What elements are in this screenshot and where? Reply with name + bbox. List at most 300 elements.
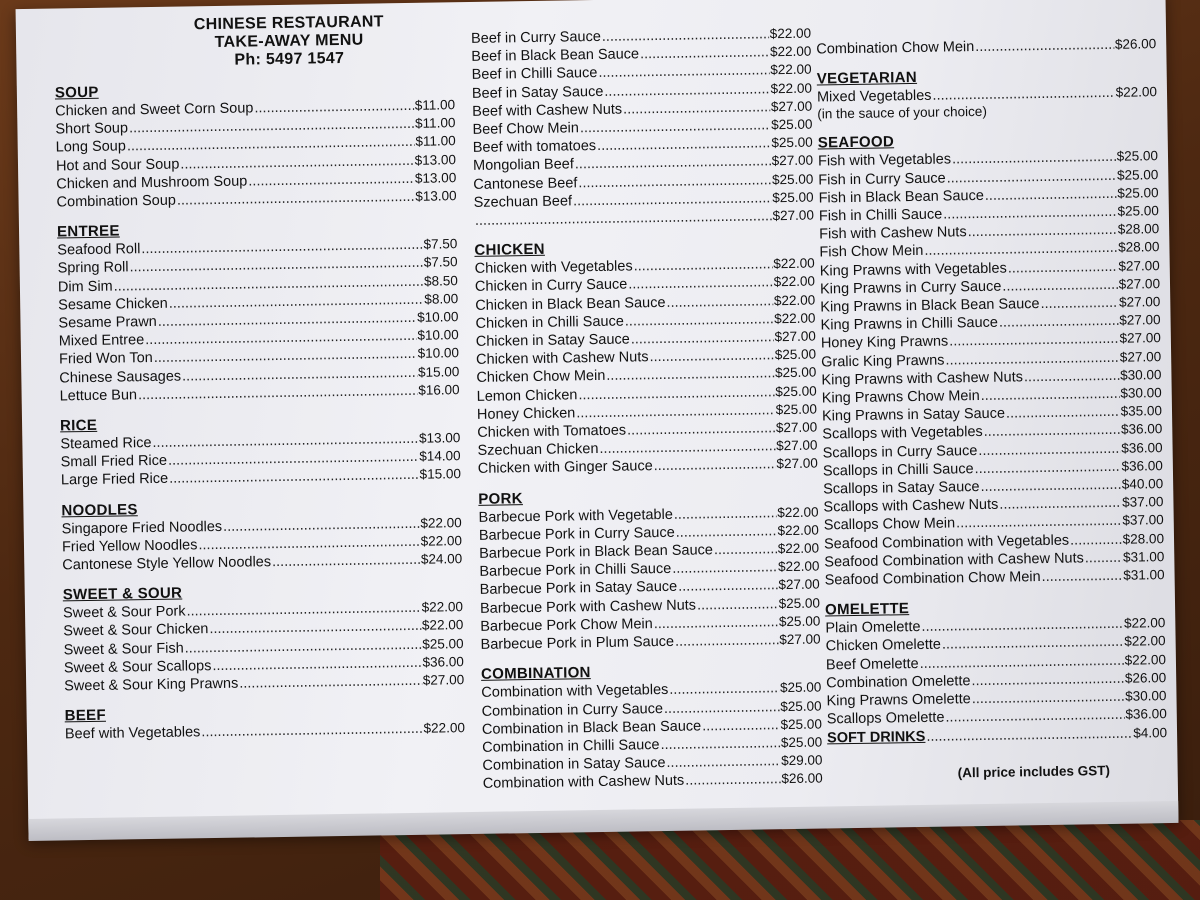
leader-dots	[675, 632, 779, 651]
leader-dots	[606, 366, 774, 386]
item-price: $25.00	[422, 635, 464, 652]
menu-item-list	[475, 255, 818, 479]
leader-dots	[634, 256, 773, 275]
item-name: Sesame Prawn	[58, 313, 157, 332]
right-sections	[816, 35, 1167, 747]
item-name: Sweet & Sour Scallops	[63, 657, 212, 677]
item-price: $25.00	[775, 401, 818, 418]
item-price: $22.00	[769, 43, 812, 60]
item-price: $25.00	[771, 134, 813, 151]
leader-dots	[984, 422, 1121, 441]
item-name: Combination Omelette	[826, 673, 971, 692]
leader-dots	[999, 495, 1121, 514]
leader-dots	[580, 117, 771, 137]
leader-dots	[1070, 531, 1122, 549]
menu-section	[63, 580, 465, 695]
leader-dots	[654, 614, 778, 633]
menu-column-middle	[471, 25, 823, 794]
item-name: Chicken Chow Mein	[476, 368, 606, 387]
leader-dots	[968, 222, 1117, 242]
item-price: $27.00	[776, 437, 818, 454]
leader-dots	[920, 652, 1124, 672]
item-price: $27.00	[771, 152, 814, 169]
item-name: Combination in Chilli Sauce	[482, 736, 660, 756]
item-price: $40.00	[1121, 476, 1164, 492]
item-price: $16.00	[418, 382, 460, 398]
menu-section	[825, 596, 1167, 747]
item-name: Combination with Cashew Nuts	[482, 772, 685, 793]
leader-dots	[598, 63, 769, 83]
item-price: $22.00	[777, 558, 820, 575]
item-price: $24.00	[420, 551, 463, 567]
leader-dots	[972, 689, 1125, 709]
leader-dots	[169, 467, 419, 488]
item-name: Mixed Entree	[58, 332, 145, 350]
item-price: $30.00	[1120, 385, 1162, 401]
item-price: $22.00	[1115, 84, 1158, 101]
leader-dots	[654, 457, 776, 476]
item-price: $22.00	[773, 273, 816, 290]
menu-item-list	[60, 429, 461, 490]
item-price: $28.00	[1117, 221, 1160, 238]
item-name: Chicken in Chilli Sauce	[475, 313, 624, 332]
item-name: Mongolian Beef	[472, 156, 574, 175]
menu-section	[55, 78, 457, 211]
menu-item-list	[57, 235, 460, 405]
item-name: Szechuan Beef	[473, 193, 573, 211]
item-price: $27.00	[1118, 294, 1161, 310]
leader-dots	[943, 204, 1117, 224]
leader-dots	[223, 515, 420, 535]
section-title: ENTREE	[56, 222, 120, 241]
item-name: Barbecue Pork in Chilli Sauce	[479, 561, 672, 581]
item-price: $25.00	[1116, 166, 1159, 183]
leader-dots	[272, 552, 420, 572]
leader-dots	[945, 349, 1119, 369]
item-name: Sweet & Sour Fish	[63, 640, 184, 659]
leader-dots	[1002, 277, 1118, 296]
leader-dots	[676, 523, 777, 542]
item-name: Scallops in Satay Sauce	[823, 479, 980, 498]
item-name: Beef in Satay Sauce	[471, 83, 604, 102]
item-price: $30.00	[1125, 688, 1167, 704]
item-name: Chicken and Sweet Corn Soup	[55, 100, 254, 120]
item-name: Combination in Satay Sauce	[482, 755, 666, 774]
item-name: Lemon Chicken	[476, 386, 578, 405]
item-name: King Prawns in Curry Sauce	[819, 278, 1002, 298]
leader-dots	[628, 275, 773, 294]
item-price: $25.00	[1116, 148, 1159, 165]
item-name: Chicken with Cashew Nuts	[475, 349, 649, 369]
item-name: Fried Yellow Noodles	[61, 537, 198, 556]
item-name: Chicken with Ginger Sauce	[477, 458, 653, 478]
item-price: $28.00	[1122, 530, 1165, 547]
leader-dots	[177, 189, 415, 210]
item-price: $36.00	[1121, 439, 1163, 456]
item-price: $36.00	[422, 653, 464, 670]
item-price: $22.00	[774, 310, 816, 327]
leader-dots	[198, 534, 420, 555]
item-name: Barbecue Pork in Plum Sauce	[480, 633, 675, 653]
item-name: Cantonese Style Yellow Noodles	[62, 554, 272, 574]
item-name: Fish in Curry Sauce	[818, 170, 946, 189]
item-price: $25.00	[775, 383, 817, 399]
menu-column-left	[54, 12, 465, 744]
leader-dots	[714, 541, 777, 559]
leader-dots	[666, 293, 773, 312]
leader-dots	[254, 98, 414, 118]
item-name: Seafood Roll	[57, 241, 141, 259]
leader-dots	[575, 154, 771, 174]
item-name: King Prawns in Black Bean Sauce	[820, 296, 1040, 316]
item-price: $25.00	[771, 116, 813, 133]
menu-item-list	[62, 514, 463, 575]
item-name: Combination Chow Mein	[816, 39, 975, 58]
item-price: $22.00	[777, 504, 819, 520]
item-price: $25.00	[1117, 203, 1159, 219]
leader-dots	[623, 99, 770, 119]
item-name: Scallops Omelette	[826, 709, 945, 728]
leader-dots	[649, 347, 773, 366]
leader-dots	[971, 671, 1124, 691]
leader-dots	[678, 578, 777, 597]
item-name: Chicken in Curry Sauce	[474, 276, 628, 296]
item-name: Fish Chow Mein	[819, 243, 924, 261]
menu-header	[159, 13, 420, 71]
item-name: Beef in Chilli Sauce	[471, 65, 598, 84]
leader-dots	[674, 505, 777, 524]
leader-dots	[1040, 295, 1118, 313]
item-price: $27.00	[774, 328, 816, 345]
item-name: Gralic King Prawns	[821, 352, 945, 371]
menu-title: TAKE-AWAY MENU	[214, 31, 364, 51]
item-name: Scallops with Cashew Nuts	[823, 496, 999, 516]
item-price: $22.00	[777, 540, 820, 557]
item-price: $27.00	[1119, 330, 1161, 347]
item-name: Beef Omelette	[825, 655, 919, 674]
item-price: $25.00	[779, 679, 822, 696]
item-name: Small Fried Rice	[60, 453, 168, 471]
leader-dots	[697, 596, 778, 614]
item-price: $22.00	[420, 532, 463, 549]
item-price: $11.00	[414, 115, 456, 132]
item-price: $25.00	[778, 613, 821, 630]
item-price: $27.00	[779, 631, 821, 648]
leader-dots	[985, 186, 1117, 205]
item-name: Beef Chow Mein	[472, 120, 580, 138]
item-price: $31.00	[1122, 548, 1165, 565]
leader-dots	[672, 559, 777, 578]
item-name: Chicken with Vegetables	[474, 258, 633, 278]
item-price: $36.00	[1125, 706, 1167, 723]
menu-section	[474, 237, 818, 479]
menu-item-list	[55, 96, 457, 211]
item-name: Scallops in Chilli Sauce	[822, 460, 974, 480]
leader-dots	[1085, 550, 1122, 568]
menu-sheet	[16, 0, 1179, 839]
menu-section	[817, 65, 1158, 123]
leader-dots	[602, 26, 769, 46]
item-name: Fish with Cashew Nuts	[819, 224, 967, 243]
leader-dots	[669, 680, 779, 699]
leader-dots	[627, 420, 775, 440]
leader-dots	[666, 753, 780, 772]
leader-dots	[1008, 258, 1118, 277]
item-name: Barbecue Pork with Cashew Nuts	[479, 597, 697, 617]
item-price: $11.00	[415, 133, 456, 150]
item-name: SOFT DRINKS	[826, 728, 926, 746]
item-price: $22.00	[770, 61, 812, 78]
menu-column-right	[816, 35, 1168, 782]
item-name: Seafood Combination Chow Mein	[824, 569, 1041, 589]
leader-dots	[702, 717, 780, 735]
section-title: VEGETARIAN	[816, 69, 918, 88]
item-name: Chicken in Black Bean Sauce	[475, 294, 666, 314]
item-price: $15.00	[419, 466, 462, 483]
leader-dots	[685, 771, 780, 790]
item-price: $27.00	[778, 577, 820, 593]
item-name: Chicken Omelette	[825, 637, 942, 655]
item-price: $27.00	[1119, 312, 1161, 329]
menu-item-list	[471, 25, 814, 231]
leader-dots	[924, 240, 1117, 260]
leader-dots	[201, 721, 423, 742]
item-name: Long Soup	[55, 138, 127, 156]
section-title: PORK	[478, 489, 523, 508]
item-name: Steamed Rice	[60, 435, 152, 453]
item-price: $27.00	[772, 207, 815, 224]
item-name: Singapore Fried Noodles	[61, 518, 223, 538]
item-name: Chicken with Tomatoes	[477, 422, 627, 441]
item-name: Beef with tomatoes	[472, 138, 597, 157]
item-price: $22.00	[1123, 615, 1166, 632]
section-note: (in the sauce of your choice)	[817, 104, 987, 122]
item-price: $22.00	[420, 514, 462, 531]
item-price: $27.00	[422, 672, 465, 688]
item-name: King Prawns Omelette	[826, 691, 971, 710]
item-price: $22.00	[773, 255, 815, 272]
item-name: Combination in Black Bean Sauce	[481, 718, 702, 738]
item-price: $27.00	[776, 456, 818, 472]
item-name: Sweet & Sour King Prawns	[64, 675, 239, 695]
item-name: Fish with Vegetables	[817, 151, 952, 170]
menu-section	[60, 411, 461, 490]
section-title: RICE	[59, 416, 98, 435]
item-name: Beef in Black Bean Sauce	[471, 46, 640, 66]
item-name: Dim Sim	[57, 278, 113, 296]
item-name: King Prawns Chow Mein	[821, 388, 980, 407]
leader-dots	[999, 313, 1119, 332]
leader-dots	[974, 459, 1120, 478]
item-price: $26.00	[1114, 36, 1157, 52]
item-price: $37.00	[1122, 494, 1164, 511]
section-title: OMELETTE	[824, 600, 910, 619]
restaurant-name: CHINESE RESTAURANT	[193, 13, 384, 34]
leader-dots	[640, 44, 769, 63]
leader-dots	[239, 673, 422, 693]
item-name: Barbecue Pork Chow Mein	[480, 616, 653, 635]
item-price: $25.00	[774, 365, 817, 381]
item-name: Combination Soup	[56, 192, 177, 211]
item-price: $25.00	[778, 595, 821, 611]
item-price: $25.00	[780, 716, 822, 732]
item-name: Mixed Vegetables	[816, 87, 932, 106]
item-price: $25.00	[774, 346, 817, 363]
item-name: Plain Omelette	[825, 619, 921, 637]
item-name: Seafood Combination with Vegetables	[823, 532, 1070, 553]
leader-dots	[604, 81, 770, 101]
item-price: $7.50	[423, 254, 458, 271]
leader-dots	[932, 85, 1114, 105]
leader-dots	[599, 438, 775, 458]
section-title: SOUP	[54, 83, 99, 102]
menu-item-list	[818, 148, 1165, 590]
item-name: Sweet & Sour Chicken	[63, 621, 209, 640]
item-price: $25.00	[771, 171, 814, 187]
item-price: $30.00	[1120, 366, 1162, 383]
item-price: $25.00	[1117, 184, 1159, 201]
item-name: Short Soup	[55, 120, 129, 138]
item-price: $27.00	[775, 419, 818, 436]
menu-section	[478, 485, 821, 654]
leader-dots	[660, 735, 780, 754]
leader-dots	[475, 208, 772, 230]
item-price: $25.00	[780, 698, 822, 714]
menu-section	[471, 25, 814, 231]
leader-dots	[1041, 568, 1122, 586]
item-price: $27.00	[770, 98, 813, 115]
item-name: Fish in Chilli Sauce	[818, 206, 943, 225]
item-price: $15.00	[417, 363, 460, 380]
item-name: King Prawns with Vegetables	[819, 260, 1007, 280]
item-price: $4.00	[1133, 724, 1168, 741]
leader-dots	[578, 172, 771, 192]
leader-dots	[186, 600, 420, 621]
middle-sections	[471, 25, 823, 794]
item-name: Scallops with Vegetables	[822, 424, 983, 443]
item-price: $35.00	[1120, 403, 1163, 420]
item-name: King Prawns with Cashew Nuts	[821, 369, 1024, 389]
item-name: King Prawns in Chilli Sauce	[820, 314, 999, 334]
gst-note: (All price includes GST)	[957, 762, 1111, 781]
item-name: Scallops Chow Mein	[823, 515, 956, 534]
item-price: $22.00	[423, 720, 466, 737]
section-title: BEEF	[64, 707, 107, 725]
item-name: Fried Won Ton	[58, 350, 153, 368]
menu-item-list	[63, 598, 464, 695]
item-price: $37.00	[1122, 512, 1164, 529]
item-name: Honey King Prawns	[820, 333, 949, 352]
item-name: Beef with Cashew Nuts	[472, 101, 623, 120]
item-price: $27.00	[1118, 257, 1160, 274]
leader-dots	[576, 402, 775, 422]
item-name: Scallops in Curry Sauce	[822, 442, 978, 462]
item-name: Chinese Sausages	[59, 368, 182, 387]
leader-dots	[1024, 368, 1119, 387]
leader-dots	[980, 477, 1121, 496]
item-name: Sesame Chicken	[58, 295, 168, 314]
leader-dots	[942, 634, 1124, 654]
item-price: $29.00	[781, 752, 823, 769]
item-name: Large Fried Rice	[60, 471, 169, 489]
item-name: Barbecue Pork in Black Bean Sauce	[479, 542, 714, 562]
leader-dots	[952, 149, 1116, 169]
leader-dots	[978, 440, 1120, 459]
item-name: Cantonese Beef	[473, 174, 578, 193]
leader-dots	[664, 699, 780, 718]
menu-item	[816, 35, 1156, 59]
item-name: Seafood Combination with Cashew Nuts	[824, 550, 1084, 571]
item-price: $14.00	[419, 448, 461, 465]
item-price: $22.00	[1124, 633, 1166, 650]
item-price: $8.00	[424, 290, 459, 307]
item-name: Hot and Sour Soup	[55, 156, 180, 175]
leader-dots	[975, 37, 1114, 56]
item-price: $22.00	[421, 617, 464, 634]
menu-item-list	[481, 679, 823, 794]
item-price: $25.00	[772, 189, 814, 206]
section-title: SEAFOOD	[817, 133, 895, 152]
leader-dots	[945, 707, 1124, 727]
leader-dots	[625, 311, 774, 331]
item-name: Barbecue Pork in Curry Sauce	[478, 524, 675, 544]
item-name: King Prawns in Satay Sauce	[821, 405, 1006, 425]
item-price: $22.00	[1124, 651, 1167, 668]
item-price: $31.00	[1123, 567, 1165, 583]
leader-dots	[578, 384, 774, 404]
menu-section	[481, 661, 823, 794]
item-name: Spring Roll	[57, 259, 129, 277]
item-price: $7.50	[423, 236, 458, 252]
item-name: Barbecue Pork with Vegetable	[478, 506, 673, 526]
section-title: COMBINATION	[480, 664, 591, 684]
menu-section	[816, 35, 1156, 59]
menu-section	[818, 130, 1165, 590]
item-price: $22.00	[769, 25, 812, 42]
item-name: Barbecue Pork in Satay Sauce	[479, 579, 678, 599]
section-title: CHICKEN	[474, 241, 545, 260]
item-price: $36.00	[1120, 421, 1163, 438]
item-price: $22.00	[421, 599, 464, 616]
leader-dots	[138, 383, 418, 405]
item-price: $13.00	[418, 430, 461, 446]
item-price: $13.00	[414, 151, 457, 168]
leader-dots	[248, 171, 414, 191]
item-price: $22.00	[770, 80, 813, 96]
item-name: Honey Chicken	[476, 405, 576, 423]
leader-dots	[956, 513, 1122, 533]
item-price: $10.00	[417, 309, 459, 325]
leader-dots	[597, 135, 771, 155]
menu-section	[61, 496, 462, 575]
item-name: Sweet & Sour Pork	[62, 603, 186, 622]
menu-section	[65, 701, 466, 743]
item-name: Combination in Curry Sauce	[481, 700, 664, 720]
item-price: $11.00	[414, 97, 456, 113]
item-price: $25.00	[780, 734, 823, 751]
leader-dots	[949, 331, 1119, 351]
item-price: $26.00	[1124, 669, 1167, 686]
item-name: Szechuan Chicken	[477, 441, 599, 460]
item-name: Combination with Vegetables	[481, 682, 669, 702]
menu-item-list	[825, 614, 1167, 747]
section-title: SWEET & SOUR	[62, 584, 183, 604]
item-price: $36.00	[1121, 457, 1163, 474]
item-price: $28.00	[1118, 239, 1160, 256]
item-name: Beef with Vegetables	[64, 724, 201, 743]
phone-number: Ph: 5497 1547	[234, 49, 345, 69]
item-price: $27.00	[1118, 275, 1161, 292]
